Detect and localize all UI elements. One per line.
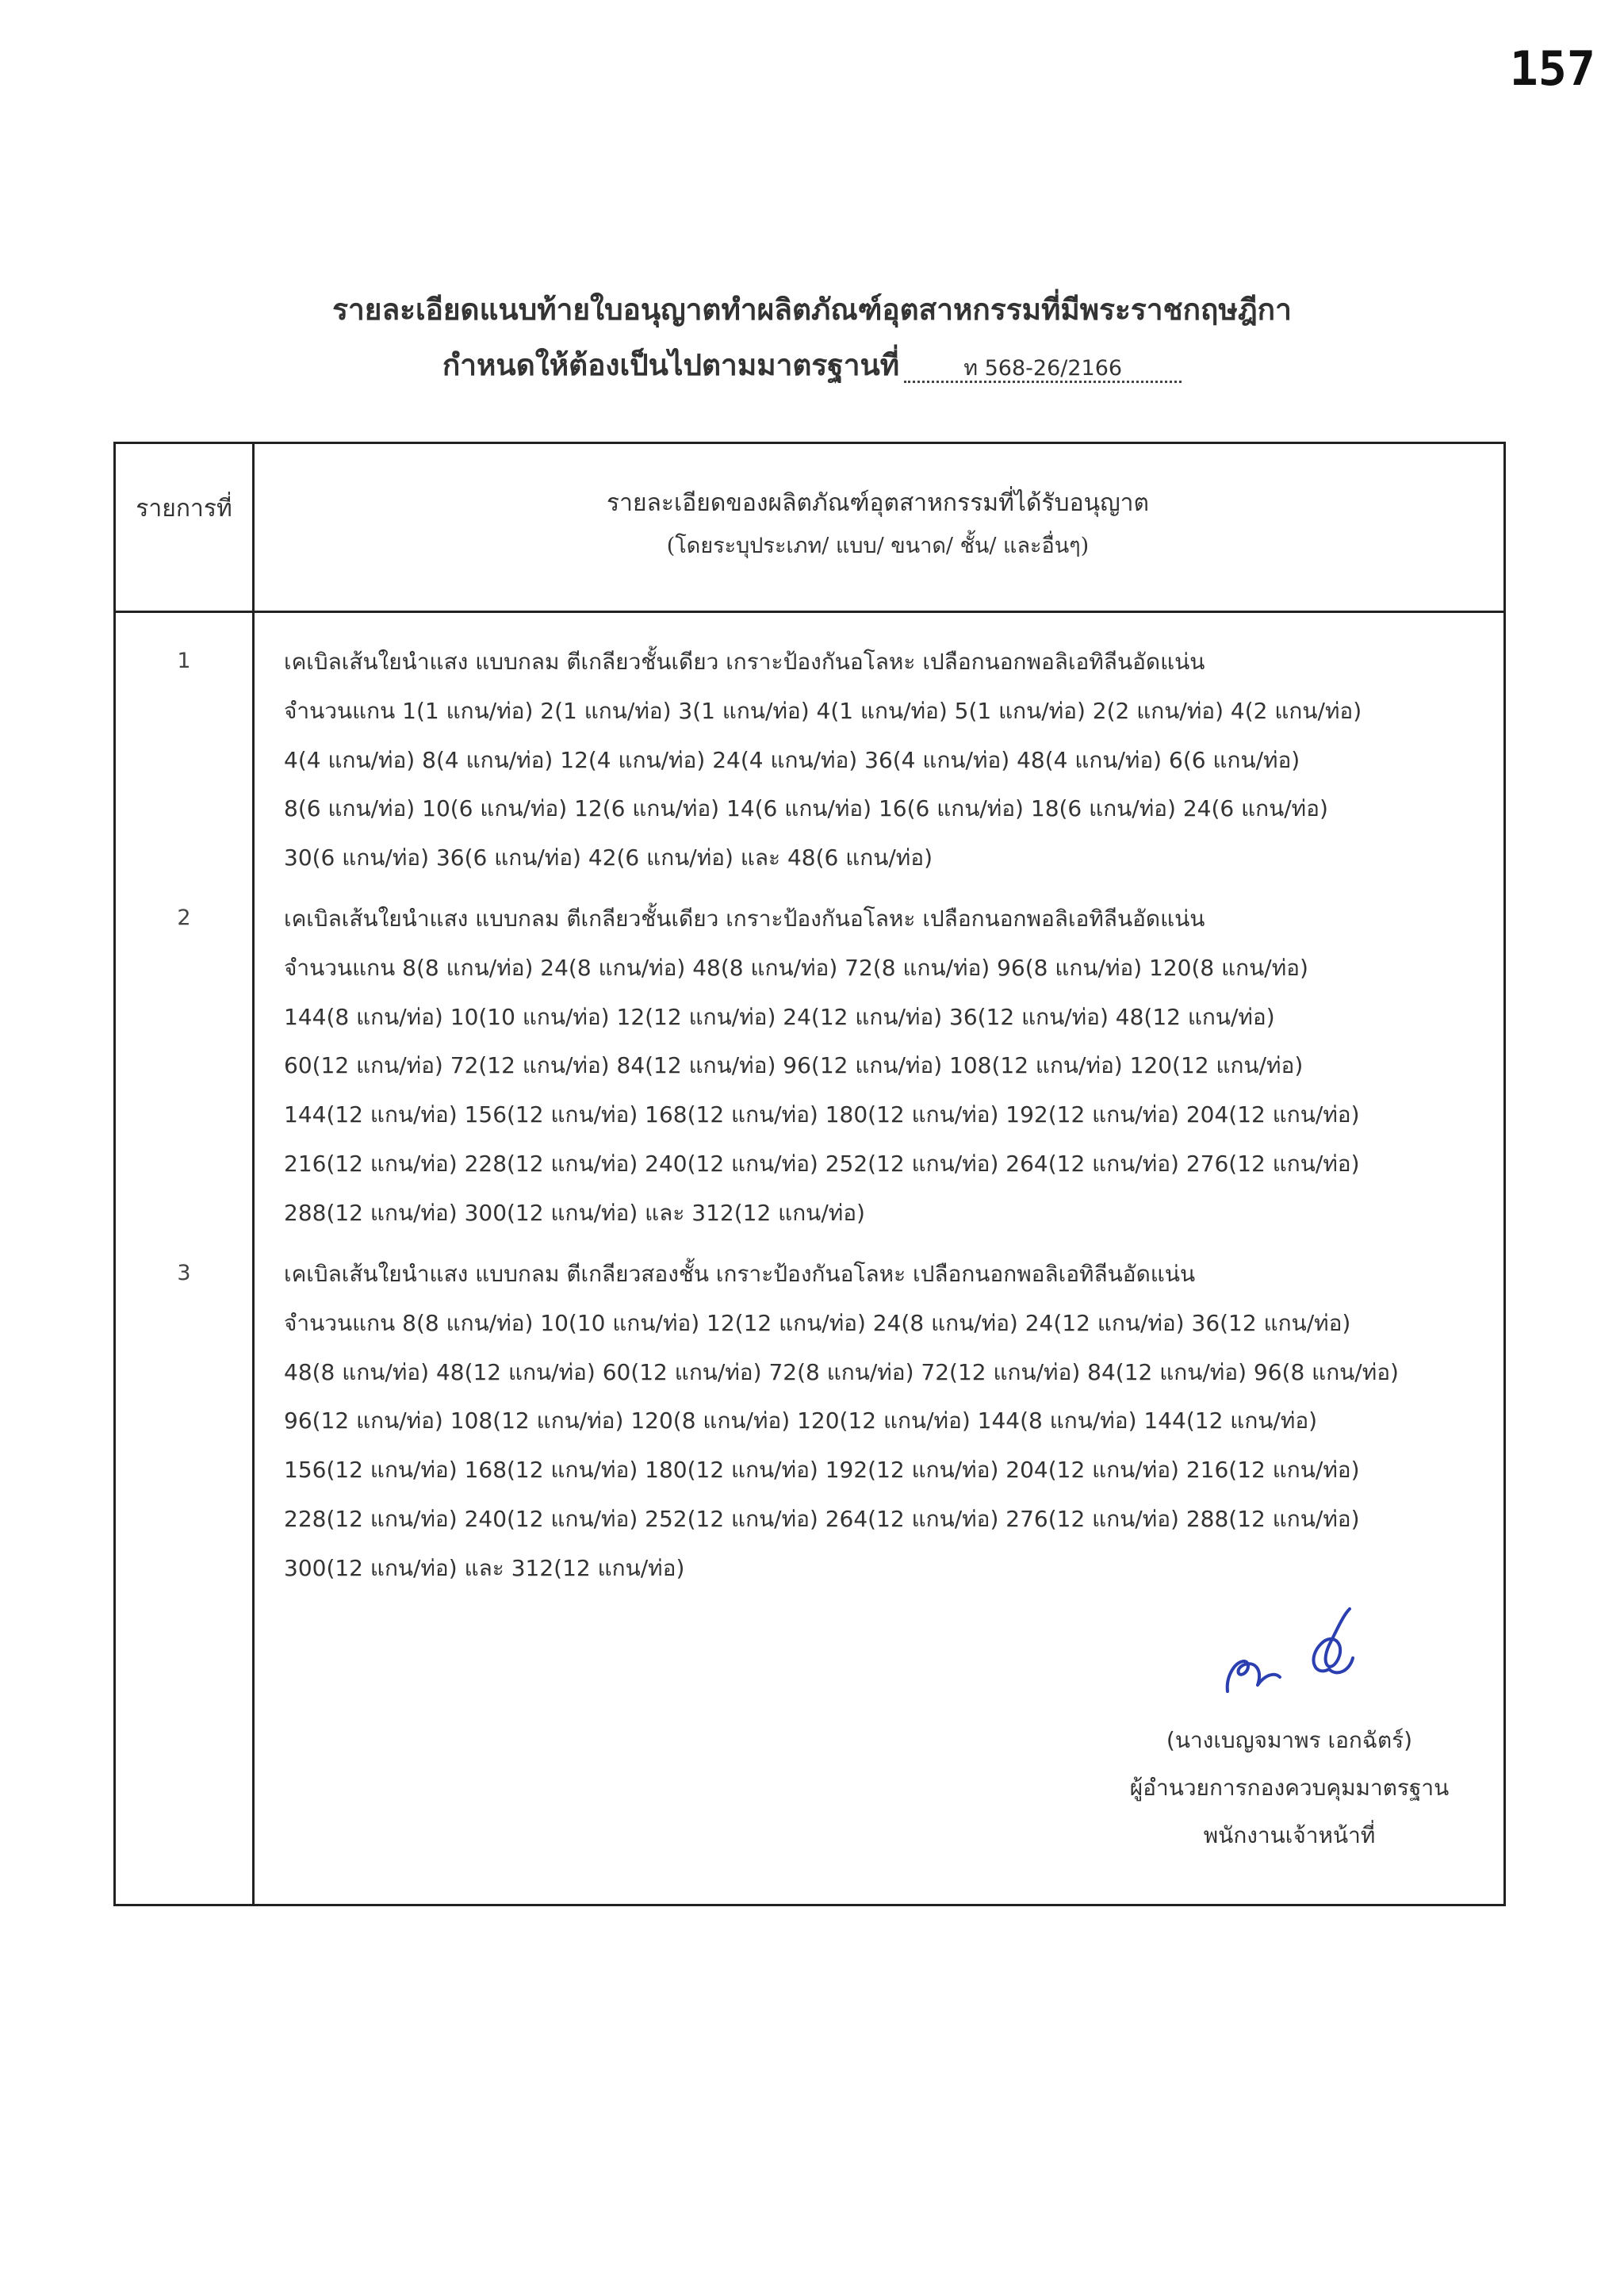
item-line: 60(12 แกน/ท่อ) 72(12 แกน/ท่อ) 84(12 แกน/ท่อ) 96(12 แกน/ท่อ) 108(12 แกน/ท่อ) 120(12 แกน/ท่อ) bbox=[284, 1052, 1304, 1079]
item-number: 2 bbox=[177, 906, 191, 930]
title-line-2-text: กำหนดให้ต้องเป็นไปตามมาตรฐานที่ bbox=[442, 347, 900, 382]
signatory-role: พนักงานเจ้าหน้าที่ bbox=[1203, 1822, 1376, 1848]
item-line: 48(8 แกน/ท่อ) 48(12 แกน/ท่อ) 60(12 แกน/ท่อ) 72(8 แกน/ท่อ) 72(12 แกน/ท่อ) 84(12 แกน/ท่อ) 96(8 แกน/ท่อ) bbox=[284, 1358, 1399, 1385]
item-line: 96(12 แกน/ท่อ) 108(12 แกน/ท่อ) 120(8 แกน/ท่อ) 120(12 แกน/ท่อ) 144(8 แกน/ท่อ) 144(12 แกน/ท่อ) bbox=[284, 1407, 1318, 1434]
item-line: เคเบิลเส้นใยนำแสง แบบกลม ตีเกลียวชั้นเดียว เกราะป้องกันอโลหะ เปลือกนอกพอลิเอทิลีนอัดแน่น bbox=[284, 649, 1205, 675]
document-title bbox=[0, 287, 1624, 387]
item-description bbox=[284, 894, 1497, 1238]
item-line: 288(12 แกน/ท่อ) 300(12 แกน/ท่อ) และ 312(12 แกน/ท่อ) bbox=[284, 1199, 865, 1226]
item-line: 156(12 แกน/ท่อ) 168(12 แกน/ท่อ) 180(12 แกน/ท่อ) 192(12 แกน/ท่อ) 204(12 แกน/ท่อ) 216(12 แกน/ท่อ) bbox=[284, 1457, 1360, 1484]
item-line: เคเบิลเส้นใยนำแสง แบบกลม ตีเกลียวชั้นเดียว เกราะป้องกันอโลหะ เปลือกนอกพอลิเอทิลีนอัดแน่น bbox=[284, 906, 1205, 932]
standard-number: ท 568-26/2166 bbox=[904, 357, 1182, 383]
signatory-name: (นางเบญจมาพร เอกฉัตร์) bbox=[1166, 1727, 1413, 1753]
item-line: จำนวนแกน 8(8 แกน/ท่อ) 24(8 แกน/ท่อ) 48(8 แกน/ท่อ) 72(8 แกน/ท่อ) 96(8 แกน/ท่อ) 120(8 แกน/ท่อ) bbox=[284, 954, 1308, 981]
item-number: 1 bbox=[177, 649, 191, 673]
item-line: 144(12 แกน/ท่อ) 156(12 แกน/ท่อ) 168(12 แกน/ท่อ) 180(12 แกน/ท่อ) 192(12 แกน/ท่อ) 204(12 แกน/ท่อ) bbox=[284, 1101, 1360, 1128]
item-line: จำนวนแกน 1(1 แกน/ท่อ) 2(1 แกน/ท่อ) 3(1 แกน/ท่อ) 4(1 แกน/ท่อ) 5(1 แกน/ท่อ) 2(2 แกน/ท่อ) 4(2 แกน/ท่อ) bbox=[284, 697, 1362, 724]
item-description bbox=[284, 1250, 1497, 1593]
signatory-position: ผู้อำนวยการกองควบคุมมาตรฐาน bbox=[1129, 1775, 1450, 1801]
item-line: จำนวนแกน 8(8 แกน/ท่อ) 10(10 แกน/ท่อ) 12(12 แกน/ท่อ) 24(8 แกน/ท่อ) 24(12 แกน/ท่อ) 36(12 แกน/ท่อ) bbox=[284, 1309, 1351, 1336]
item-line: 8(6 แกน/ท่อ) 10(6 แกน/ท่อ) 12(6 แกน/ท่อ) 14(6 แกน/ท่อ) 16(6 แกน/ท่อ) 18(6 แกน/ท่อ) 24(6 แกน/ท่อ) bbox=[284, 795, 1328, 822]
item-line: 300(12 แกน/ท่อ) และ 312(12 แกน/ท่อ) bbox=[284, 1554, 685, 1581]
item-number: 3 bbox=[177, 1261, 191, 1285]
handwritten-signature bbox=[1210, 1598, 1385, 1709]
item-line: 228(12 แกน/ท่อ) 240(12 แกน/ท่อ) 252(12 แกน/ท่อ) 264(12 แกน/ท่อ) 276(12 แกน/ท่อ) 288(12 แกน/ท่อ) bbox=[284, 1505, 1360, 1532]
item-line: 30(6 แกน/ท่อ) 36(6 แกน/ท่อ) 42(6 แกน/ท่อ) และ 48(6 แกน/ท่อ) bbox=[284, 844, 933, 871]
header-divider bbox=[116, 611, 1503, 613]
signatory-text bbox=[1099, 1717, 1480, 1859]
title-line-2 bbox=[0, 343, 1624, 387]
header-description-note: (โดยระบุประเภท/ แบบ/ ขนาด/ ชั้น/ และอื่นๆ) bbox=[666, 534, 1090, 558]
header-description-title: รายละเอียดของผลิตภัณฑ์อุตสาหกรรมที่ได้รับอนุญาต bbox=[606, 489, 1149, 517]
item-line: เคเบิลเส้นใยนำแสง แบบกลม ตีเกลียวสองชั้น เกราะป้องกันอโลหะ เปลือกนอกพอลิเอทิลีนอัดแน่น bbox=[284, 1261, 1196, 1287]
title-line-1: รายละเอียดแนบท้ายใบอนุญาตทำผลิตภัณฑ์อุตสาหกรรมที่มีพระราชกฤษฎีกา bbox=[332, 292, 1292, 327]
column-divider bbox=[252, 444, 255, 1904]
item-line: 144(8 แกน/ท่อ) 10(10 แกน/ท่อ) 12(12 แกน/ท่อ) 24(12 แกน/ท่อ) 36(12 แกน/ท่อ) 48(12 แกน/ท่อ) bbox=[284, 1003, 1275, 1030]
item-line: 4(4 แกน/ท่อ) 8(4 แกน/ท่อ) 12(4 แกน/ท่อ) 24(4 แกน/ท่อ) 36(4 แกน/ท่อ) 48(4 แกน/ท่อ) 6(6 แกน/ท่อ) bbox=[284, 746, 1300, 773]
item-line: 216(12 แกน/ท่อ) 228(12 แกน/ท่อ) 240(12 แกน/ท่อ) 252(12 แกน/ท่อ) 264(12 แกน/ท่อ) 276(12 แกน/ท่อ) bbox=[284, 1150, 1360, 1177]
license-details-table bbox=[113, 442, 1506, 1906]
header-item-no: รายการที่ bbox=[136, 495, 232, 523]
page-number: 157 bbox=[1509, 41, 1595, 97]
item-description bbox=[284, 638, 1497, 883]
header-description bbox=[252, 485, 1503, 565]
